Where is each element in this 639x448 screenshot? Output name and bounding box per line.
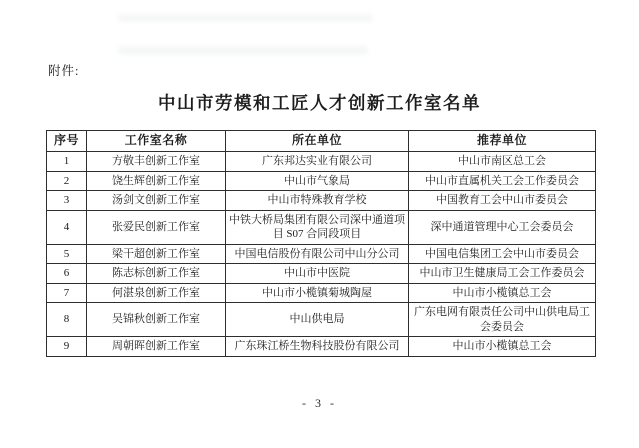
attachment-label: 附件: <box>48 64 80 78</box>
cell-studio-name: 何湛泉创新工作室 <box>87 283 226 303</box>
cell-host-unit: 中山市特殊教育学校 <box>226 191 409 211</box>
cell-index: 2 <box>47 171 87 191</box>
table-row <box>47 337 596 357</box>
cell-recommending-unit: 中山市南区总工会 <box>409 152 596 172</box>
cell-studio-name: 周朝晖创新工作室 <box>87 337 226 357</box>
cell-host-unit: 中山市气象局 <box>226 171 409 191</box>
cell-studio-name: 方敬丰创新工作室 <box>87 152 226 172</box>
column-header-host-unit: 所在单位 <box>226 131 409 152</box>
scan-artifact <box>118 46 368 55</box>
cell-recommending-unit: 深中通道管理中心工会委员会 <box>409 210 596 244</box>
cell-index: 3 <box>47 191 87 211</box>
cell-studio-name: 陈志标创新工作室 <box>87 264 226 284</box>
cell-index: 9 <box>47 337 87 357</box>
table-row <box>47 244 596 264</box>
table-row <box>47 210 596 244</box>
table-row <box>47 303 596 337</box>
table-row <box>47 171 596 191</box>
cell-host-unit: 中铁大桥局集团有限公司深中通道项目 S07 合同段项目 <box>226 210 409 244</box>
cell-studio-name: 梁干超创新工作室 <box>87 244 226 264</box>
cell-index: 4 <box>47 210 87 244</box>
document-title: 中山市劳模和工匠人才创新工作室名单 <box>158 93 481 113</box>
column-header-recommending-unit: 推荐单位 <box>409 131 596 152</box>
cell-recommending-unit: 中山市直属机关工会工作委员会 <box>409 171 596 191</box>
cell-studio-name: 张爱民创新工作室 <box>87 210 226 244</box>
cell-host-unit: 中山供电局 <box>226 303 409 337</box>
cell-host-unit: 中山市小榄镇菊城陶屋 <box>226 283 409 303</box>
cell-studio-name: 饶生辉创新工作室 <box>87 171 226 191</box>
page-number: - 3 - <box>302 396 337 410</box>
cell-index: 8 <box>47 303 87 337</box>
cell-index: 5 <box>47 244 87 264</box>
cell-host-unit: 广东邦达实业有限公司 <box>226 152 409 172</box>
studio-list-table <box>46 130 596 357</box>
cell-host-unit: 中国电信股份有限公司中山分公司 <box>226 244 409 264</box>
table-row <box>47 191 596 211</box>
column-header-index: 序号 <box>47 131 87 152</box>
cell-index: 7 <box>47 283 87 303</box>
cell-index: 1 <box>47 152 87 172</box>
cell-studio-name: 汤剑文创新工作室 <box>87 191 226 211</box>
table-row <box>47 152 596 172</box>
cell-studio-name: 吴锦秋创新工作室 <box>87 303 226 337</box>
cell-recommending-unit: 中山市小榄镇总工会 <box>409 283 596 303</box>
cell-recommending-unit: 广东电网有限责任公司中山供电局工会委员会 <box>409 303 596 337</box>
cell-host-unit: 中山市中医院 <box>226 264 409 284</box>
table-row <box>47 283 596 303</box>
cell-recommending-unit: 中国电信集团工会中山市委员会 <box>409 244 596 264</box>
cell-host-unit: 广东珠江桥生物科技股份有限公司 <box>226 337 409 357</box>
table-header-row <box>47 131 596 152</box>
column-header-studio-name: 工作室名称 <box>87 131 226 152</box>
cell-index: 6 <box>47 264 87 284</box>
table-row <box>47 264 596 284</box>
scan-artifact <box>118 14 373 22</box>
cell-recommending-unit: 中国教育工会中山市委员会 <box>409 191 596 211</box>
cell-recommending-unit: 中山市卫生健康局工会工作委员会 <box>409 264 596 284</box>
cell-recommending-unit: 中山市小榄镇总工会 <box>409 337 596 357</box>
